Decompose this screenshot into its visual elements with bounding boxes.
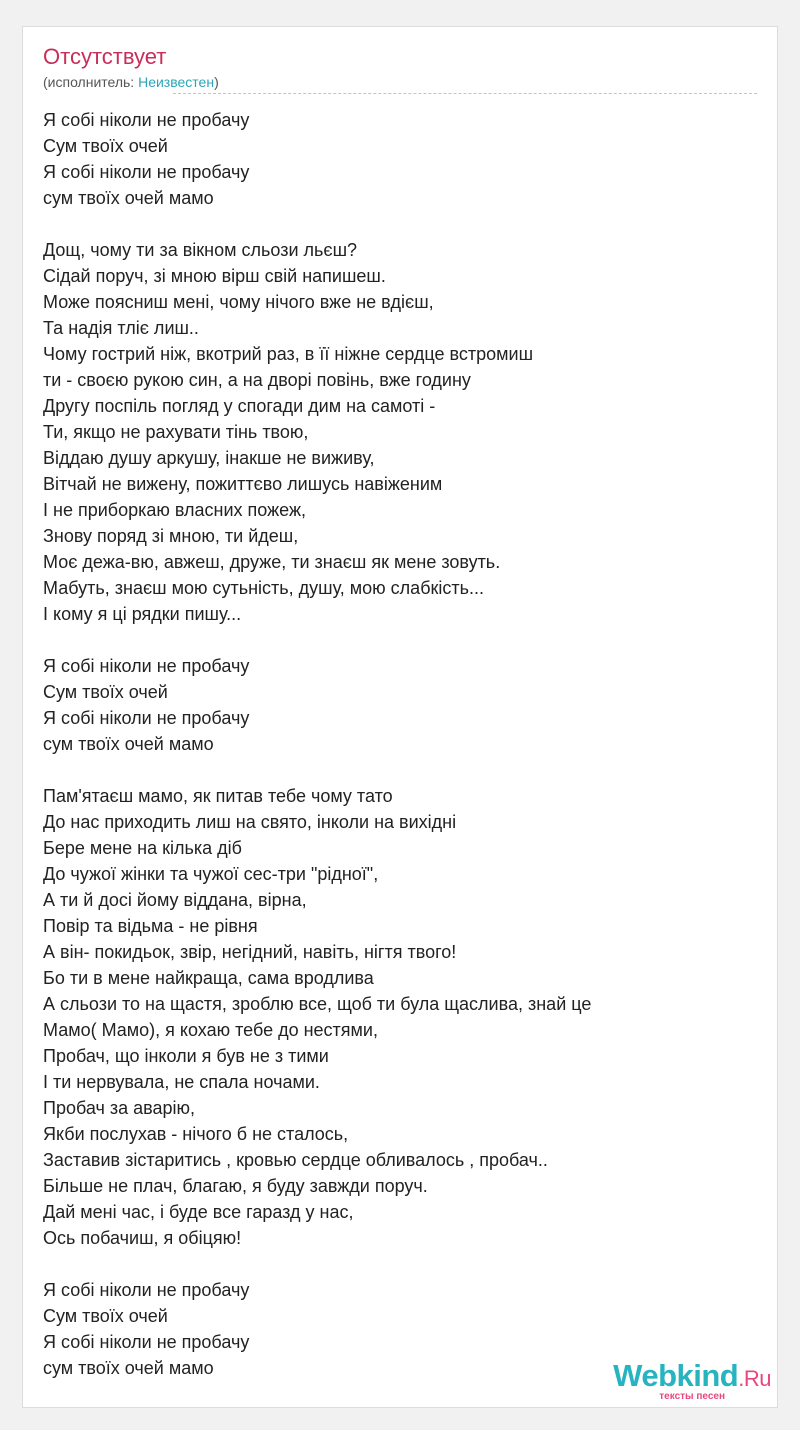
artist-suffix: ) bbox=[214, 74, 219, 90]
lyrics-blank-line bbox=[43, 211, 591, 237]
logo-tagline: тексты песен bbox=[659, 1391, 725, 1402]
lyrics-line: І не приборкаю власних пожеж, bbox=[43, 500, 306, 520]
lyrics-line: Ти, якщо не рахувати тінь твою, bbox=[43, 422, 309, 442]
lyrics-line: Я собі ніколи не пробачу bbox=[43, 1332, 250, 1352]
lyrics-line: До чужої жінки та чужої сес-три "рідної", bbox=[43, 864, 379, 884]
lyrics-body bbox=[43, 107, 591, 1381]
lyrics-line: Та надія тліє лиш.. bbox=[43, 318, 199, 338]
title-divider bbox=[173, 93, 757, 94]
lyrics-line: А він- покидьок, звір, негідний, навіть, нігтя твого! bbox=[43, 942, 457, 962]
lyrics-line: ти - своєю рукою син, а на дворі повінь, вже годину bbox=[43, 370, 471, 390]
lyrics-line: Я собі ніколи не пробачу bbox=[43, 162, 250, 182]
lyrics-line: Я собі ніколи не пробачу bbox=[43, 656, 250, 676]
lyrics-line: сум твоїх очей мамо bbox=[43, 188, 214, 208]
lyrics-line: А сльози то на щастя, зроблю все, щоб ти була щаслива, знай це bbox=[43, 994, 592, 1014]
lyrics-line: І ти нервувала, не спала ночами. bbox=[43, 1072, 320, 1092]
lyrics-line: Дай мені час, і буде все гаразд у нас, bbox=[43, 1202, 354, 1222]
lyrics-card bbox=[22, 26, 778, 1408]
lyrics-line: Ось побачиш, я обіцяю! bbox=[43, 1228, 242, 1248]
lyrics-line: Мамо( Мамо), я кохаю тебе до нестями, bbox=[43, 1020, 378, 1040]
lyrics-line: сум твоїх очей мамо bbox=[43, 734, 214, 754]
lyrics-line: сум твоїх очей мамо bbox=[43, 1358, 214, 1378]
lyrics-line: Бере мене на кілька діб bbox=[43, 838, 242, 858]
lyrics-blank-line bbox=[43, 757, 591, 783]
lyrics-line: До нас приходить лиш на свято, інколи на вихідні bbox=[43, 812, 457, 832]
lyrics-line: Мабуть, знаєш мою сутьність, душу, мою слабкість... bbox=[43, 578, 484, 598]
lyrics-line: Більше не плач, благаю, я буду завжди поруч. bbox=[43, 1176, 428, 1196]
lyrics-line: Моє дежа-вю, авжеш, друже, ти знаєш як мене зовуть. bbox=[43, 552, 501, 572]
lyrics-line: Другу поспіль погляд у спогади дим на самоті - bbox=[43, 396, 436, 416]
lyrics-line: Пам'ятаєш мамо, як питав тебе чому тато bbox=[43, 786, 393, 806]
lyrics-blank-line bbox=[43, 1251, 591, 1277]
lyrics-line: Віддаю душу аркушу, інакше не виживу, bbox=[43, 448, 375, 468]
lyrics-line: Знову поряд зі мною, ти йдеш, bbox=[43, 526, 299, 546]
lyrics-line: А ти й досі йому віддана, вірна, bbox=[43, 890, 307, 910]
lyrics-line: Сідай поруч, зі мною вірш свій напишеш. bbox=[43, 266, 386, 286]
lyrics-line: Я собі ніколи не пробачу bbox=[43, 708, 250, 728]
lyrics-line: Повір та відьма - не рівня bbox=[43, 916, 258, 936]
lyrics-line: Може поясниш мені, чому нічого вже не вдієш, bbox=[43, 292, 434, 312]
lyrics-line: Сум твоїх очей bbox=[43, 1306, 168, 1326]
webkind-logo[interactable] bbox=[571, 1359, 771, 1405]
lyrics-line: Сум твоїх очей bbox=[43, 136, 168, 156]
lyrics-line: Чому гострий ніж, вкотрий раз, в її ніжне сердце встромиш bbox=[43, 344, 534, 364]
lyrics-blank-line bbox=[43, 627, 591, 653]
artist-line bbox=[43, 73, 219, 91]
lyrics-line: Бо ти в мене найкраща, сама вродлива bbox=[43, 968, 374, 988]
lyrics-line: Я собі ніколи не пробачу bbox=[43, 1280, 250, 1300]
logo-tld: .Ru bbox=[738, 1366, 771, 1391]
lyrics-line: Сум твоїх очей bbox=[43, 682, 168, 702]
lyrics-line: Заставив зістаритись , кровью сердце обливалось , пробач.. bbox=[43, 1150, 548, 1170]
artist-prefix: (исполнитель: bbox=[43, 74, 139, 90]
logo-name: Webkind bbox=[613, 1358, 739, 1393]
lyrics-line: Пробач за аварію, bbox=[43, 1098, 196, 1118]
lyrics-line: Вітчай не вижену, пожиттєво лишусь навіженим bbox=[43, 474, 443, 494]
artist-link[interactable]: Неизвестен bbox=[138, 74, 215, 90]
lyrics-line: Я собі ніколи не пробачу bbox=[43, 110, 250, 130]
lyrics-line: І кому я ці рядки пишу... bbox=[43, 604, 242, 624]
song-title: Отсутствует bbox=[43, 44, 167, 69]
lyrics-line: Пробач, що інколи я був не з тими bbox=[43, 1046, 329, 1066]
lyrics-line: Якби послухав - нічого б не сталось, bbox=[43, 1124, 349, 1144]
lyrics-line: Дощ, чому ти за вікном сльози льєш? bbox=[43, 240, 358, 260]
